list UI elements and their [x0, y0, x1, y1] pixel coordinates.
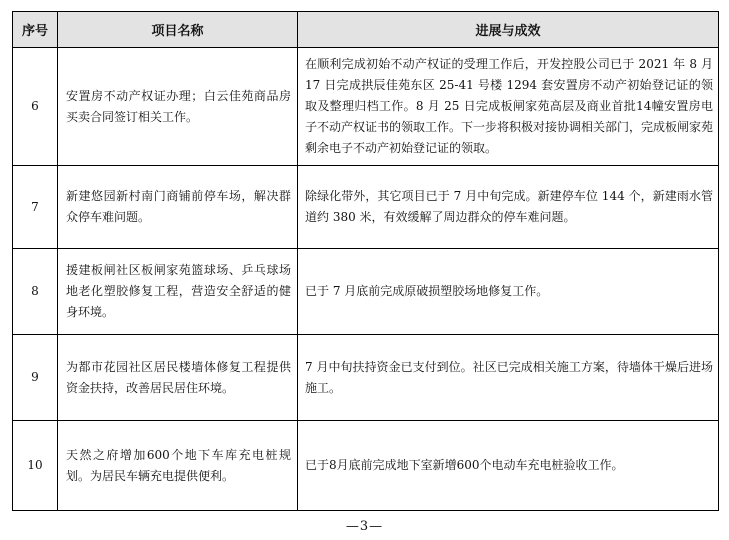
page-number: —3— — [345, 519, 384, 534]
row-serial-number: 7 — [13, 166, 58, 249]
table-row — [13, 166, 719, 249]
document-page — [12, 11, 718, 511]
table-header-row — [13, 12, 719, 48]
row-project-name: 天然之府增加600个地下车库充电桩规划。为居民车辆充电提供便利。 — [58, 421, 298, 511]
row-project-name: 为都市花园社区居民楼墙体修复工程提供资金扶持，改善居民居住环境。 — [58, 335, 298, 421]
row-progress: 已于 7 月底前完成原破损塑胶场地修复工作。 — [298, 249, 719, 335]
header-serial-number: 序号 — [13, 12, 58, 48]
row-serial-number: 8 — [13, 249, 58, 335]
table-row — [13, 48, 719, 166]
row-serial-number: 6 — [13, 48, 58, 166]
table-row — [13, 249, 719, 335]
row-progress: 在顺利完成初始不动产权证的受理工作后，开发控股公司已于 2021 年 8 月 17 日完成拱辰佳苑东区 25-41 号楼 1294 套安置房不动产初始登记证的领取及整理归档工作。8 月 25 日完成板闸家苑高层及商业首批14幢安置房电子不动产权证书的领取工作。下一步将积极对接协调相关部门，完成板闸家苑剩余电子不动产初始登记证的领取。 — [298, 48, 719, 166]
row-serial-number: 10 — [13, 421, 58, 511]
row-serial-number: 9 — [13, 335, 58, 421]
row-progress: 除绿化带外，其它项目已于 7 月中旬完成。新建停车位 144 个，新建雨水管道约 380 米，有效缓解了周边群众的停车难问题。 — [298, 166, 719, 249]
header-project-name: 项目名称 — [58, 12, 298, 48]
progress-table — [12, 11, 719, 511]
table-row — [13, 335, 719, 421]
row-project-name: 援建板闸社区板闸家苑篮球场、乒乓球场地老化塑胶修复工程，营造安全舒适的健身环境。 — [58, 249, 298, 335]
row-progress: 已于8月底前完成地下室新增600个电动车充电桩验收工作。 — [298, 421, 719, 511]
row-project-name: 新建悠园新村南门商铺前停车场，解决群众停车难问题。 — [58, 166, 298, 249]
header-progress: 进展与成效 — [298, 12, 719, 48]
row-progress: 7 月中旬扶持资金已支付到位。社区已完成相关施工方案，待墙体干燥后进场施工。 — [298, 335, 719, 421]
table-row — [13, 421, 719, 511]
row-project-name: 安置房不动产权证办理；白云佳苑商品房买卖合同签订相关工作。 — [58, 48, 298, 166]
